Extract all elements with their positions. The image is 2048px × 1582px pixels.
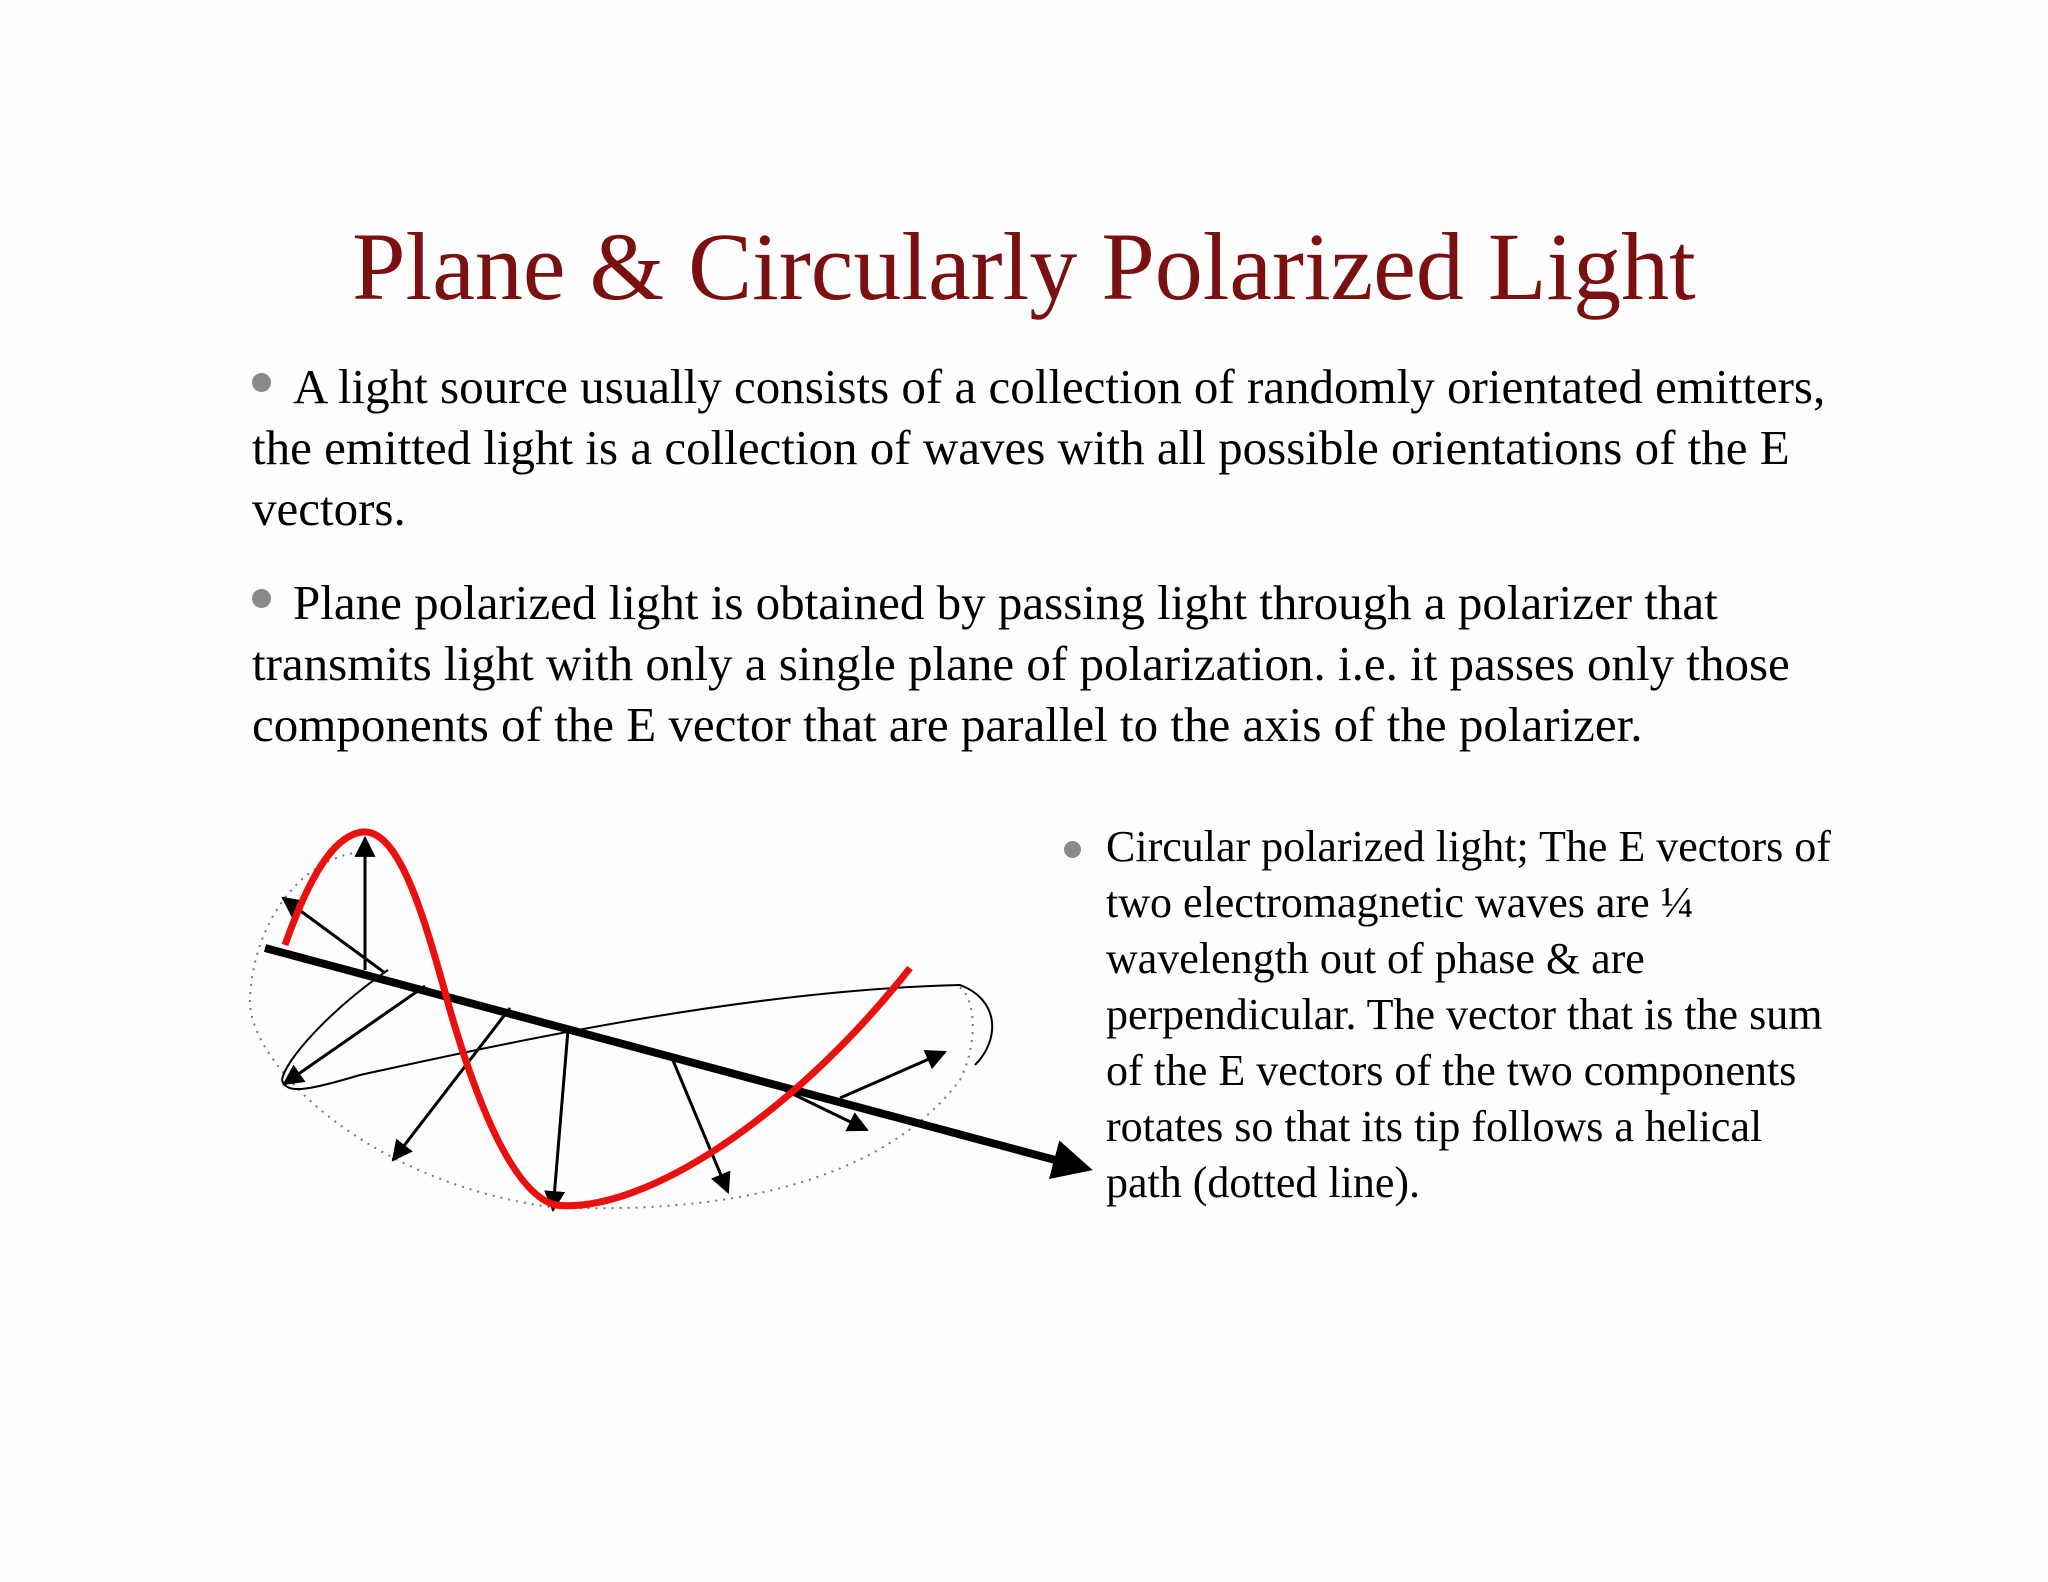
slide-title: Plane & Circularly Polarized Light — [352, 213, 1696, 320]
propagation-axis-arrow — [265, 948, 1085, 1168]
e-vector-arrow — [840, 1052, 945, 1098]
bullet-line: perpendicular. The vector that is the sum — [1106, 990, 1823, 1039]
bullet-line: vectors. — [252, 481, 406, 536]
e-vector-arrow — [284, 986, 425, 1084]
bullet-line: of the E vectors of the two components — [1106, 1046, 1797, 1095]
bullet-paragraph-3 — [1064, 819, 1831, 1211]
helical-path-dotted — [250, 852, 973, 1208]
bullet-line: wavelength out of phase & are — [1106, 934, 1645, 983]
e-vector-arrow — [393, 1008, 510, 1160]
bullet-text: Plane polarized light is obtained by passing light through a polarizer that — [293, 575, 1718, 630]
e-vector-arrow — [553, 1030, 568, 1210]
bullet-line: transmits light with only a single plane of polarization. i.e. it passes only those — [252, 636, 1790, 691]
bullet-line: Circular polarized light; The E vectors of — [1106, 822, 1831, 871]
bullet-line: two electromagnetic waves are ¼ — [1106, 878, 1694, 927]
bullet-dot-icon — [1064, 841, 1081, 858]
bullet-text: A light source usually consists of a collection of randomly orientated emitters, — [293, 359, 1826, 414]
bullet-line: the emitted light is a collection of waves with all possible orientations of the E — [252, 420, 1790, 475]
helix-thin-line — [282, 970, 992, 1089]
bullet-line: rotates so that its tip follows a helical — [1106, 1102, 1763, 1151]
bullet-line: components of the E vector that are parallel to the axis of the polarizer. — [252, 697, 1643, 752]
circular-polarization-diagram — [0, 0, 1100, 1250]
bullet-line: path (dotted line). — [1106, 1158, 1421, 1207]
